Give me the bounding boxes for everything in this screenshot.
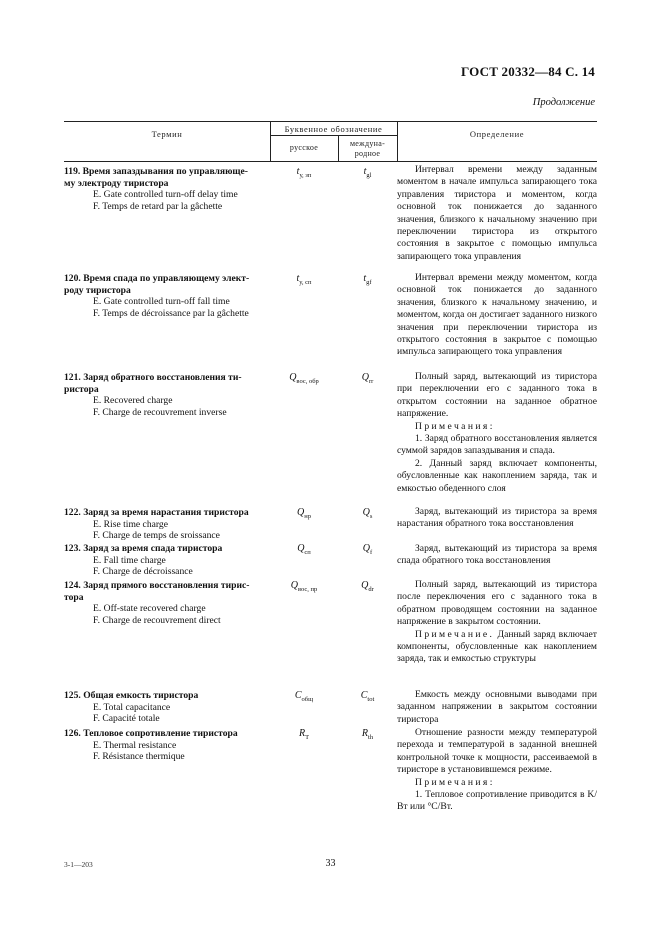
definition-124: Полный заряд, вытекающий из тиристора после переключения его с заданного тока в обратном проводящем состоянии на заданное напряжение в закрытом состоянии. Примечание. Данный заряд включает компоненты, обусловленные как накоплением заряда, так и емкостью структуры bbox=[397, 579, 597, 665]
column-divider-3 bbox=[397, 121, 398, 161]
symbol-international-119: $t_{gl}$ bbox=[363, 166, 372, 179]
standard-header: ГОСТ 20332—84 С. 14 bbox=[461, 64, 595, 79]
header-symbol-russian: русское bbox=[289, 143, 319, 152]
term-entry-122 bbox=[64, 507, 274, 542]
term-entry-120 bbox=[64, 273, 274, 319]
term-title: 126. Тепловое сопротивление тиристора bbox=[64, 728, 238, 739]
definition-126: Отношение разности между температурой перехода и температурой в заданной внешней контрольной точке к мощности, рассеиваемой в тиристоре в установившемся режиме. Примечания: 1. Тепловое сопротивление приводится в K/Вт или °C/Вт. bbox=[397, 727, 597, 813]
term-entry-124 bbox=[64, 580, 274, 626]
term-english: E. Off-state recovered charge bbox=[93, 603, 206, 614]
term-french: F. Charge de temps de sroissance bbox=[93, 530, 220, 541]
continued-label: Продолжение bbox=[532, 97, 595, 108]
header-symbol-group: Буквенное обозначение bbox=[284, 124, 383, 134]
term-english: E. Gate controlled turn-off delay time bbox=[93, 189, 238, 200]
symbol-russian-120: $t_{у, сп}$ bbox=[296, 273, 312, 286]
term-english: E. Recovered charge bbox=[93, 395, 173, 406]
symbol-group-rule bbox=[270, 135, 397, 136]
definition-125: Емкость между основными выводами при заданном напряжении в закрытом состоянии тиристора bbox=[397, 689, 597, 725]
term-english: E. Rise time charge bbox=[93, 518, 168, 530]
term-english: E. Total capacitance bbox=[93, 701, 171, 713]
symbol-russian-126: $R_Т$ bbox=[298, 728, 310, 741]
symbol-international-125: $C_{tot}$ bbox=[360, 690, 375, 703]
symbol-russian-125: $C_{общ}$ bbox=[294, 690, 314, 703]
symbol-russian-124: $Q_{вос, пр}$ bbox=[290, 580, 318, 593]
term-english: E. Gate controlled turn-off fall time bbox=[93, 296, 230, 307]
term-title: 124. Заряд прямого восстановления тирис- bbox=[64, 580, 250, 591]
symbol-international-124: $Q_{dr}$ bbox=[361, 580, 374, 593]
term-entry-121 bbox=[64, 372, 274, 418]
note-label: Примечания: bbox=[415, 420, 495, 432]
term-entry-126 bbox=[64, 728, 274, 763]
term-title-cont: му электроду тиристора bbox=[64, 177, 169, 189]
term-french: F. Résistance thermique bbox=[93, 751, 185, 762]
term-french: F. Temps de décroissance par la gâchette bbox=[93, 307, 249, 319]
note-label: Примечания: bbox=[415, 776, 495, 788]
term-french: F. Charge de décroissance bbox=[93, 566, 193, 577]
header-term: Термин bbox=[151, 129, 183, 139]
term-entry-123 bbox=[64, 543, 274, 578]
term-english: E. Thermal resistance bbox=[93, 739, 177, 751]
symbol-international-121: $Q_{rr}$ bbox=[361, 372, 374, 385]
table-top-rule bbox=[64, 121, 597, 122]
header-symbol-international-line1: междуна- bbox=[349, 139, 386, 148]
term-title: 121. Заряд обратного восстановления ти- bbox=[64, 372, 242, 383]
symbol-russian-123: $Q_{сп}$ bbox=[297, 543, 311, 556]
term-title-cont: ристора bbox=[64, 383, 99, 395]
term-french: F. Temps de retard par la gâchette bbox=[93, 200, 223, 212]
term-title-cont: роду тиристора bbox=[64, 284, 131, 296]
definition-122: Заряд, вытекающий из тиристора за время нарастания обратного тока восстановления bbox=[397, 506, 597, 530]
symbol-international-126: $R_{th}$ bbox=[361, 728, 374, 741]
note-1: 1. Тепловое сопротивление приводится в K/Вт или °C/Вт. bbox=[397, 789, 597, 813]
note-1: 1. Заряд обратного восстановления является суммой зарядов запаздывания и спада. bbox=[397, 433, 597, 457]
header-definition: Определение bbox=[469, 129, 525, 139]
note-2: 2. Данный заряд включает компоненты, обусловленные как накоплением заряда, так и емкостью обеденного слоя bbox=[397, 457, 597, 494]
header-symbol-international-line2: родное bbox=[354, 149, 381, 158]
term-title: 122. Заряд за время нарастания тиристора bbox=[64, 507, 249, 518]
term-french: F. Capacité totale bbox=[93, 713, 160, 724]
page-number: 33 bbox=[325, 858, 336, 869]
term-english: E. Fall time charge bbox=[93, 554, 166, 566]
definition-121: Полный заряд, вытекающий из тиристора при переключении его с заданного тока в открытом состоянии на заданное обратное напряжение. Примечания: 1. Заряд обратного восстановления является суммой зарядов запаздывания и спада. 2. Данный заряд включает компоненты, обусловленные как накоплением заряда, так и емкостью обеденного слоя bbox=[397, 371, 597, 494]
term-title: 120. Время спада по управляющему элект- bbox=[64, 273, 250, 284]
symbol-russian-119: $t_{у, зп}$ bbox=[296, 166, 312, 179]
print-code: 3-1—203 bbox=[64, 860, 93, 869]
term-title: 125. Общая емкость тиристора bbox=[64, 690, 199, 701]
table-header-bottom-rule bbox=[64, 161, 597, 162]
symbol-russian-122: $Q_{нр}$ bbox=[297, 507, 311, 520]
definition-119: Интервал времени между заданным моментом в начале импульса запирающего тока управления тиристора и моментом, когда основной ток понижается до заданного значения, близкого к начальному значению при переключении тиристора из открытого состояния в закрытое с помощью импульса запирающего тока управления bbox=[397, 164, 597, 262]
symbol-international-123: $Q_f$ bbox=[362, 543, 373, 556]
term-entry-125 bbox=[64, 690, 274, 725]
symbol-international-120: $t_{gf}$ bbox=[363, 273, 372, 286]
symbol-russian-121: $Q_{вос, обр}$ bbox=[289, 372, 319, 385]
note-text: Данный заряд включает компоненты, обусловленные как накоплением заряда, так и емкостью структуры bbox=[397, 628, 597, 665]
term-title: 123. Заряд за время спада тиристора bbox=[64, 543, 223, 554]
term-french: F. Charge de recouvrement direct bbox=[93, 614, 221, 626]
term-french: F. Charge de recouvrement inverse bbox=[93, 406, 227, 418]
note-label: Примечание. bbox=[415, 628, 495, 640]
term-title: 119. Время запаздывания по управляюще- bbox=[64, 166, 248, 177]
definition-123: Заряд, вытекающий из тиристора за время спада обратного тока восстановления bbox=[397, 543, 597, 567]
term-title-cont: тора bbox=[64, 591, 84, 603]
term-entry-119 bbox=[64, 166, 274, 212]
definition-120: Интервал времени между моментом, когда основной ток понижается до заданного значения, близкого к начальному значению, и моментом, когда он достигает заданного низкого значения при переключении тиристора из открытого состояния в закрытое с помощью импульса запирающего тока управления bbox=[397, 272, 597, 358]
symbol-international-122: $Q_s$ bbox=[362, 507, 373, 520]
